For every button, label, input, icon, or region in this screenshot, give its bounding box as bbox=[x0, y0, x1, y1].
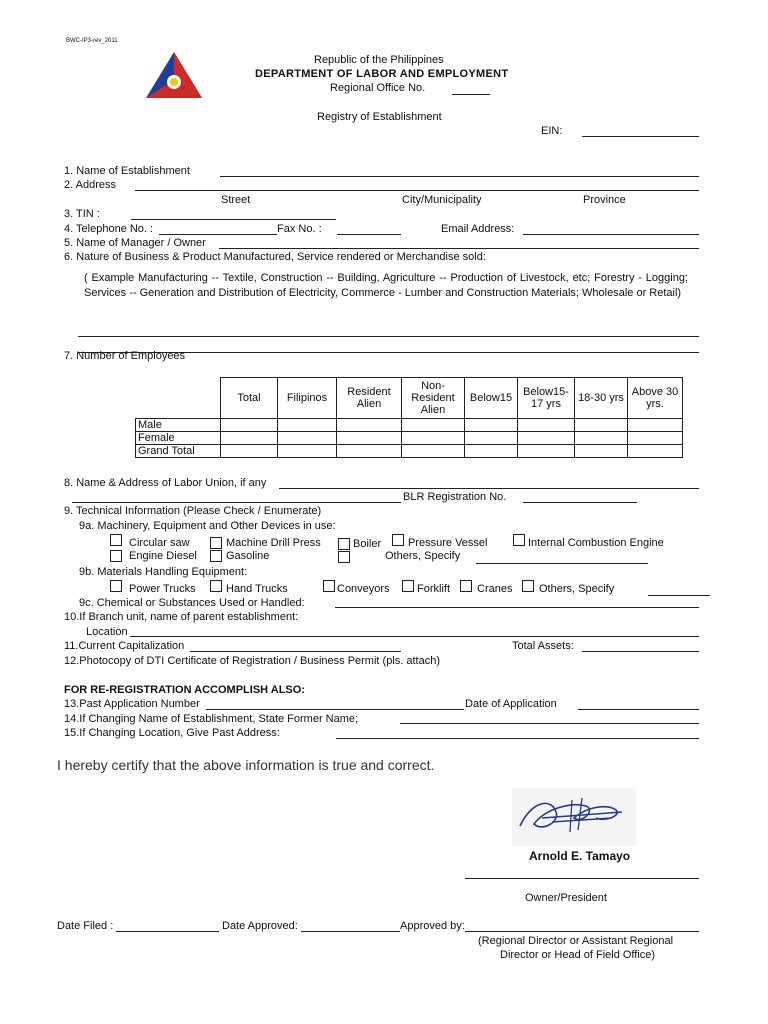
row-label-male: Male bbox=[136, 419, 221, 432]
fax-label: Fax No. : bbox=[277, 223, 322, 235]
signature-image bbox=[512, 788, 636, 846]
table-cell[interactable] bbox=[402, 432, 465, 445]
table-cell[interactable] bbox=[221, 445, 278, 458]
location-field[interactable] bbox=[130, 636, 699, 637]
field-7-label: 7. Number of Employees bbox=[64, 350, 186, 362]
cranes-label: Cranes bbox=[477, 583, 513, 595]
gasoline-checkbox[interactable] bbox=[210, 550, 222, 562]
pressure-vessel-label: Pressure Vessel bbox=[408, 537, 488, 549]
field-9b-label: 9b. Materials Handling Equipment: bbox=[79, 566, 248, 578]
table-cell[interactable] bbox=[518, 445, 575, 458]
conveyors-checkbox[interactable] bbox=[323, 580, 335, 592]
table-cell[interactable] bbox=[402, 419, 465, 432]
street-label: Street bbox=[221, 194, 251, 206]
address-field[interactable] bbox=[135, 190, 699, 191]
registry-title: Registry of Establishment bbox=[317, 111, 442, 123]
capitalization-field[interactable] bbox=[190, 651, 401, 652]
establishment-name-field[interactable] bbox=[220, 176, 699, 177]
employees-table bbox=[135, 377, 683, 458]
col-18-30: 18-30 yrs bbox=[575, 378, 628, 419]
others-specify-b-field[interactable] bbox=[648, 595, 710, 596]
table-cell[interactable] bbox=[575, 419, 628, 432]
field-12-label: 12.Photocopy of DTI Certificate of Registration / Business Permit (pls. attach) bbox=[64, 655, 440, 667]
location-label: Location bbox=[86, 626, 128, 638]
labor-union-field[interactable] bbox=[279, 488, 699, 489]
nature-field-line-1[interactable] bbox=[78, 336, 699, 337]
blr-field[interactable] bbox=[523, 502, 637, 503]
conveyors-label: Conveyors bbox=[337, 583, 390, 595]
field-4-label: 4. Telephone No. : bbox=[64, 223, 154, 235]
approved-by-label: Approved by: bbox=[400, 920, 465, 932]
total-assets-field[interactable] bbox=[582, 651, 699, 652]
dole-logo bbox=[144, 50, 204, 100]
field-3-label: 3. TIN : bbox=[64, 208, 100, 220]
field-11-label: 11.Current Capitalization bbox=[64, 640, 185, 652]
date-approved-label: Date Approved: bbox=[222, 920, 298, 932]
form-code: BWC-IP3-rev_2011 bbox=[66, 38, 118, 44]
fax-field[interactable] bbox=[337, 234, 401, 235]
others-checkbox[interactable] bbox=[338, 551, 350, 563]
table-cell[interactable] bbox=[221, 419, 278, 432]
circular-saw-label: Circular saw bbox=[129, 537, 190, 549]
date-filed-field[interactable] bbox=[116, 931, 219, 932]
others-specify-label: Others, Specify bbox=[385, 550, 461, 562]
signatory-name: Arnold E. Tamayo bbox=[529, 849, 631, 863]
power-trucks-checkbox[interactable] bbox=[110, 580, 122, 592]
field-9-label: 9. Technical Information (Please Check / Enumerate) bbox=[64, 505, 322, 517]
province-label: Province bbox=[583, 194, 626, 206]
machine-drill-checkbox[interactable] bbox=[210, 537, 222, 549]
date-application-field[interactable] bbox=[578, 709, 699, 710]
total-assets-label: Total Assets: bbox=[512, 640, 574, 652]
table-cell[interactable] bbox=[402, 445, 465, 458]
power-trucks-label: Power Trucks bbox=[129, 583, 196, 595]
table-cell[interactable] bbox=[628, 432, 683, 445]
field-5-label: 5. Name of Manager / Owner bbox=[64, 237, 206, 249]
table-cell[interactable] bbox=[628, 445, 683, 458]
table-cell[interactable] bbox=[465, 445, 518, 458]
field-14-label: 14.If Changing Name of Establishment, State Former Name; bbox=[64, 713, 359, 725]
email-field[interactable] bbox=[523, 234, 699, 235]
tin-field[interactable] bbox=[131, 219, 336, 220]
table-cell[interactable] bbox=[278, 445, 337, 458]
field-2-label: 2. Address bbox=[64, 179, 116, 191]
circular-saw-checkbox[interactable] bbox=[110, 534, 122, 546]
city-label: City/Municipality bbox=[402, 194, 482, 206]
table-row bbox=[136, 419, 683, 432]
table-cell[interactable] bbox=[575, 432, 628, 445]
table-cell[interactable] bbox=[518, 419, 575, 432]
engine-diesel-label: Engine Diesel bbox=[129, 550, 197, 562]
hand-trucks-label: Hand Trucks bbox=[226, 583, 288, 595]
boiler-label: Boiler bbox=[353, 538, 382, 550]
table-row bbox=[136, 445, 683, 458]
engine-diesel-checkbox[interactable] bbox=[110, 550, 122, 562]
table-cell[interactable] bbox=[278, 419, 337, 432]
internal-combustion-label: Internal Combustion Engine bbox=[528, 537, 664, 549]
field-8-label: 8. Name & Address of Labor Union, if any bbox=[64, 477, 267, 489]
past-application-field[interactable] bbox=[206, 709, 464, 710]
regional-office-label: Regional Office No. bbox=[330, 82, 426, 94]
others-specify-b-label: Others, Specify bbox=[539, 583, 615, 595]
table-cell[interactable] bbox=[337, 445, 402, 458]
rereg-heading: FOR RE-REGISTRATION ACCOMPLISH ALSO: bbox=[64, 684, 305, 696]
certification-text: I hereby certify that the above information is true and correct. bbox=[57, 757, 435, 773]
table-row bbox=[136, 432, 683, 445]
table-cell[interactable] bbox=[465, 419, 518, 432]
republic-heading: Republic of the Philippines bbox=[314, 54, 444, 66]
col-nonresident-alien: Non-Resident Alien bbox=[402, 378, 465, 419]
table-cell[interactable] bbox=[221, 432, 278, 445]
field-6-label: 6. Nature of Business & Product Manufactured, Service rendered or Merchandise sold: bbox=[64, 251, 486, 263]
col-above30: Above 30 yrs. bbox=[628, 378, 683, 419]
field-1-label: 1. Name of Establishment bbox=[64, 165, 190, 177]
ein-field[interactable] bbox=[582, 136, 699, 137]
table-cell[interactable] bbox=[518, 432, 575, 445]
table-cell[interactable] bbox=[337, 419, 402, 432]
col-total: Total bbox=[221, 378, 278, 419]
gasoline-label: Gasoline bbox=[226, 550, 270, 562]
signatory-title: Owner/President bbox=[525, 892, 607, 904]
table-cell[interactable] bbox=[575, 445, 628, 458]
col-filipinos: Filipinos bbox=[278, 378, 337, 419]
date-filed-label: Date Filed : bbox=[57, 920, 114, 932]
forklift-checkbox[interactable] bbox=[402, 580, 414, 592]
hand-trucks-checkbox[interactable] bbox=[210, 580, 222, 592]
others-specify-field[interactable] bbox=[476, 563, 648, 564]
chemicals-field[interactable] bbox=[335, 607, 699, 608]
field-6-example: ( Example Manufacturing -- Textile, Construction -- Building, Agriculture -- Production of Livestock, etc; Forestry - Logging; Services -- Generation and Distribution of Electricity, Commerce - Lumber and Construction Materials; Wholesale or Retail) bbox=[84, 272, 688, 299]
field-9c-label: 9c. Chemical or Substances Used or Handled: bbox=[79, 597, 305, 609]
boiler-checkbox[interactable] bbox=[338, 538, 350, 550]
row-label-female: Female bbox=[136, 432, 221, 445]
approver-note-2: Director or Head of Field Office) bbox=[500, 949, 656, 961]
regional-office-field[interactable] bbox=[452, 94, 490, 95]
former-name-field[interactable] bbox=[400, 723, 699, 724]
internal-combustion-checkbox[interactable] bbox=[513, 534, 525, 546]
table-cell[interactable] bbox=[628, 419, 683, 432]
others-b-checkbox[interactable] bbox=[522, 580, 534, 592]
cranes-checkbox[interactable] bbox=[460, 580, 472, 592]
row-label-grand-total: Grand Total bbox=[136, 445, 221, 458]
date-approved-field[interactable] bbox=[301, 931, 400, 932]
field-15-label: 15.If Changing Location, Give Past Address: bbox=[64, 727, 280, 739]
past-address-field[interactable] bbox=[336, 738, 699, 739]
approver-note-1: (Regional Director or Assistant Regional bbox=[478, 935, 674, 947]
blr-label: BLR Registration No. bbox=[403, 491, 507, 503]
pressure-vessel-checkbox[interactable] bbox=[392, 534, 404, 546]
signature-line[interactable] bbox=[465, 878, 699, 879]
table-cell[interactable] bbox=[278, 432, 337, 445]
email-label: Email Address: bbox=[441, 223, 515, 235]
field-9a-label: 9a. Machinery, Equipment and Other Devices in use: bbox=[79, 520, 336, 532]
col-below15: Below15 bbox=[465, 378, 518, 419]
ein-label: EIN: bbox=[541, 125, 563, 137]
field-13-label: 13.Past Application Number bbox=[64, 698, 200, 710]
col-below15-17: Below15-17 yrs bbox=[518, 378, 575, 419]
manager-field[interactable] bbox=[219, 248, 699, 249]
machine-drill-label: Machine Drill Press bbox=[226, 537, 321, 549]
date-application-label: Date of Application bbox=[465, 698, 557, 710]
forklift-label: Forklift bbox=[417, 583, 450, 595]
telephone-field[interactable] bbox=[159, 234, 277, 235]
approved-by-field[interactable] bbox=[465, 931, 699, 932]
field-10-label: 10.If Branch unit, name of parent establishment: bbox=[64, 611, 299, 623]
table-cell[interactable] bbox=[337, 432, 402, 445]
table-cell[interactable] bbox=[465, 432, 518, 445]
department-heading: DEPARTMENT OF LABOR AND EMPLOYMENT bbox=[255, 68, 509, 80]
col-resident-alien: Resident Alien bbox=[337, 378, 402, 419]
labor-union-field-2[interactable] bbox=[72, 502, 401, 503]
